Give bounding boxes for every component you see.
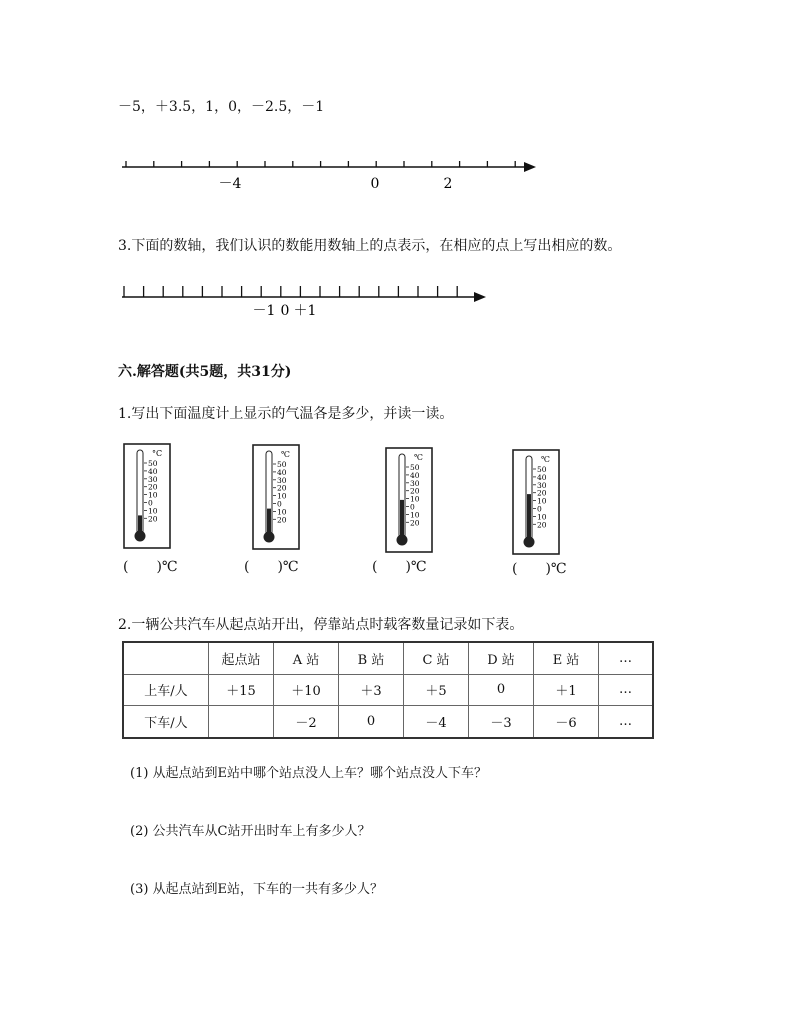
thermometer-bulb — [397, 535, 408, 546]
table-header-cell: … — [599, 642, 654, 674]
table-cell — [209, 706, 274, 738]
thermometer-scale-label: 10 — [537, 512, 547, 522]
axis-1-label-neg4: －4 — [218, 176, 242, 192]
axis-1-arrow — [524, 162, 536, 172]
thermometer-scale-label: 50 — [410, 463, 420, 472]
thermometer-scale-label: 40 — [148, 466, 158, 476]
thermometer-mercury — [400, 500, 404, 539]
thermometer-scale-label: 10 — [410, 510, 420, 520]
table-cell: ＋5 — [404, 674, 469, 705]
table-cell: … — [599, 674, 654, 705]
thermometer-scale-label: 20 — [148, 482, 158, 492]
thermometer-frame — [253, 445, 299, 549]
table-header-cell: B 站 — [339, 642, 404, 674]
thermometer-scale-label: 30 — [277, 475, 287, 485]
table-cell: －3 — [469, 706, 534, 738]
thermometer-mercury — [527, 494, 531, 541]
table-cell: 0 — [469, 674, 534, 705]
table-cell: －2 — [274, 706, 339, 738]
thermometer-frame — [386, 448, 432, 552]
table-header-cell: 起点站 — [209, 642, 274, 674]
table-cell: ＋3 — [339, 674, 404, 705]
table-cell: ＋1 — [534, 674, 599, 705]
thermometer-scale-label: 0 — [148, 498, 153, 508]
table-cell: 上车/人 — [123, 674, 209, 705]
table-cell: －6 — [534, 706, 599, 738]
sub-question-1: (1) 从起点站到E站中哪个站点没人上车？哪个站点没人下车？ — [130, 766, 488, 781]
thermometer-unit: ℃ — [281, 450, 290, 459]
axis-2-arrow — [474, 292, 486, 302]
numbers-list: －5，＋3.5，1，0，－2.5，－1 — [118, 99, 325, 115]
axis-1-label-2: 2 — [443, 176, 453, 192]
thermometer-bulb — [524, 537, 535, 548]
thermometer-scale-label: 20 — [410, 518, 420, 528]
thermometer-scale-label: 10 — [148, 506, 158, 516]
axis-2-label-0: 0 — [280, 303, 290, 319]
thermometer-scale-label: 10 — [148, 490, 158, 500]
sub-question-2: (2) 公共汽车从C站开出时车上有多少人？ — [130, 824, 371, 839]
thermometer-scale-label: 40 — [277, 467, 287, 477]
thermometer-scale-label: 20 — [410, 486, 420, 496]
thermometer-unit: ℃ — [414, 453, 423, 462]
thermometer-unit: ℃ — [541, 455, 550, 464]
thermometer-unit: °C — [152, 449, 163, 458]
answer-blank-1[interactable]: ( )℃ — [123, 559, 178, 575]
thermometer-scale-label: 10 — [537, 496, 547, 506]
axis-2-label-neg1: －1 — [252, 303, 276, 319]
thermometer-3 — [385, 447, 433, 557]
thermometer-scale-label: 20 — [277, 515, 287, 525]
question-3-text: 3.下面的数轴，我们认识的数能用数轴上的点表示，在相应的点上写出相应的数。 — [118, 238, 622, 254]
axis-1-label-0: 0 — [370, 176, 380, 192]
table-header-cell: D 站 — [469, 642, 534, 674]
thermometer-bulb — [135, 531, 146, 542]
table-header-cell: A 站 — [274, 642, 339, 674]
thermometer-frame — [124, 444, 170, 548]
thermometer-scale-label: 20 — [537, 520, 547, 530]
table-cell: 0 — [339, 706, 404, 738]
thermometer-bulb — [264, 532, 275, 543]
number-axis-1 — [118, 155, 548, 200]
answer-blank-4[interactable]: ( )℃ — [512, 561, 567, 577]
thermometer-scale-label: 10 — [410, 494, 420, 504]
thermometer-scale-label: 30 — [148, 474, 158, 484]
axis-2-label-pos1: ＋1 — [293, 303, 317, 319]
axis-2-ticks — [124, 286, 457, 297]
table-row — [123, 706, 653, 738]
table-header-cell — [123, 642, 209, 674]
table-cell: … — [599, 706, 654, 738]
thermometer-scale-label: 40 — [410, 470, 420, 480]
thermometer-scale-label: 50 — [537, 465, 547, 474]
thermometer-4 — [512, 449, 560, 559]
section-6-title: 六.解答题(共5题，共31分) — [118, 364, 292, 380]
thermometer-scale-label: 30 — [537, 480, 547, 490]
thermometer-scale-label: 10 — [277, 507, 287, 517]
problem-1-text: 1.写出下面温度计上显示的气温各是多少，并读一读。 — [118, 406, 454, 422]
thermometer-1 — [123, 443, 171, 553]
table-cell: －4 — [404, 706, 469, 738]
thermometer-scale-label: 20 — [537, 488, 547, 498]
table-header-cell: C 站 — [404, 642, 469, 674]
thermometer-scale-label: 20 — [148, 514, 158, 524]
number-axis-2 — [118, 282, 498, 322]
table-header-row — [123, 642, 653, 674]
table-cell: ＋10 — [274, 674, 339, 705]
passenger-table — [122, 641, 654, 739]
table-row — [123, 674, 653, 705]
thermometer-scale-label: 0 — [537, 504, 542, 514]
table-header-cell: E 站 — [534, 642, 599, 674]
answer-blank-3[interactable]: ( )℃ — [372, 559, 427, 575]
thermometer-frame — [513, 450, 559, 554]
sub-question-3: (3) 从起点站到E站，下车的一共有多少人？ — [130, 882, 384, 897]
thermometer-scale-label: 50 — [148, 459, 158, 468]
thermometer-scale-label: 10 — [277, 491, 287, 501]
table-cell: ＋15 — [209, 674, 274, 705]
thermometer-scale-label: 0 — [277, 499, 282, 509]
answer-blank-2[interactable]: ( )℃ — [244, 559, 299, 575]
axis-1-ticks — [126, 161, 515, 167]
table-cell: 下车/人 — [123, 706, 209, 738]
thermometer-2 — [252, 444, 300, 554]
thermometer-scale-label: 0 — [410, 502, 415, 512]
thermometer-scale-label: 30 — [410, 478, 420, 488]
thermometer-scale-label: 40 — [537, 472, 547, 482]
problem-2-text: 2.一辆公共汽车从起点站开出，停靠站点时载客数量记录如下表。 — [118, 617, 524, 633]
thermometer-scale-label: 20 — [277, 483, 287, 493]
thermometer-scale-label: 50 — [277, 460, 287, 469]
